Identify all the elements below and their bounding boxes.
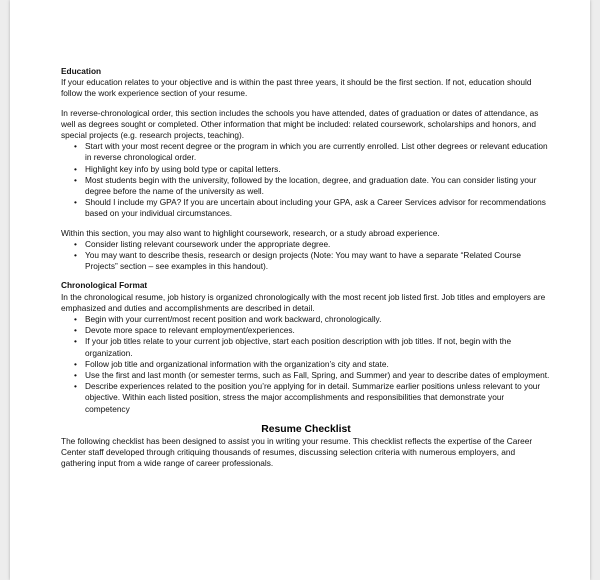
list-item: • Describe experiences related to the position you’re applying for in detail. Summarize earlier positions unless relevant to your objective. Within each listed position, stress the major accomplishments and responsibilities that demonstrate your competency [61, 381, 551, 415]
education-heading: Education [61, 66, 102, 76]
checklist-title: Resume Checklist [261, 423, 351, 435]
list-item: • Start with your most recent degree or the program in which you are currently enrolled. List other degrees or relevant education in reverse chronological order. [61, 141, 551, 163]
list-item: • Use the first and last month (or semester terms, such as Fall, Spring, and Summer) and year to describe dates of employment. [61, 370, 551, 381]
list-item: • You may want to describe thesis, research or design projects (Note: You may want to have a separate “Related Course Projects” section – see examples in this handout). [61, 250, 551, 272]
list-item: • Most students begin with the university, followed by the location, degree, and graduation date. You can consider listing your degree before the name of the university as well. [61, 175, 551, 197]
list-item: • Highlight key info by using bold type or capital letters. [61, 164, 551, 175]
list-item: • Devote more space to relevant employment/experiences. [61, 325, 551, 336]
chronological-intro: In the chronological resume, job history is organized chronologically with the most recent job listed first. Job titles and employers are emphasized and duties and accomplishments are described in detail. [61, 291, 546, 313]
education-paragraph: In reverse-chronological order, this section includes the schools you have attended, dates of graduation or dates of attendance, as well as degrees sought or completed. Other information that might be included: related coursework, scholarships and honors, and special projects (e.g. research projects, teaching). [61, 107, 539, 141]
document-content [61, 66, 551, 470]
list-item: • Begin with your current/most recent position and work backward, chronologically. [61, 314, 551, 325]
checklist-text: The following checklist has been designed to assist you in writing your resume. This checklist reflects the expertise of the Career Center staff developed through critiquing thousands of resumes, discussing selection criteria with numerous employers, and gathering input from a wide range of career professionals. [61, 435, 533, 469]
list-item: • Should I include my GPA? If you are uncertain about including your GPA, ask a Career Services advisor for recommendations based on your individual circumstances. [61, 197, 551, 219]
education-highlight-intro: Within this section, you may also want to highlight coursework, research, or a study abroad experience. [61, 227, 440, 238]
education-intro: If your education relates to your objective and is within the past three years, it should be the first section. If not, education should follow the work experience section of your resume. [61, 77, 532, 99]
chronological-heading: Chronological Format [61, 280, 148, 291]
chronological-bullet-list [61, 314, 551, 415]
education-bullet-list [61, 141, 551, 219]
list-item: • Consider listing relevant coursework under the appropriate degree. [61, 239, 551, 250]
list-item: • Follow job title and organizational information with the organization’s city and state. [61, 359, 551, 370]
document-page [10, 0, 590, 580]
education-highlight-list [61, 239, 551, 273]
list-item: • If your job titles relate to your current job objective, start each position description with job titles. If not, begin with the organization. [61, 336, 551, 358]
